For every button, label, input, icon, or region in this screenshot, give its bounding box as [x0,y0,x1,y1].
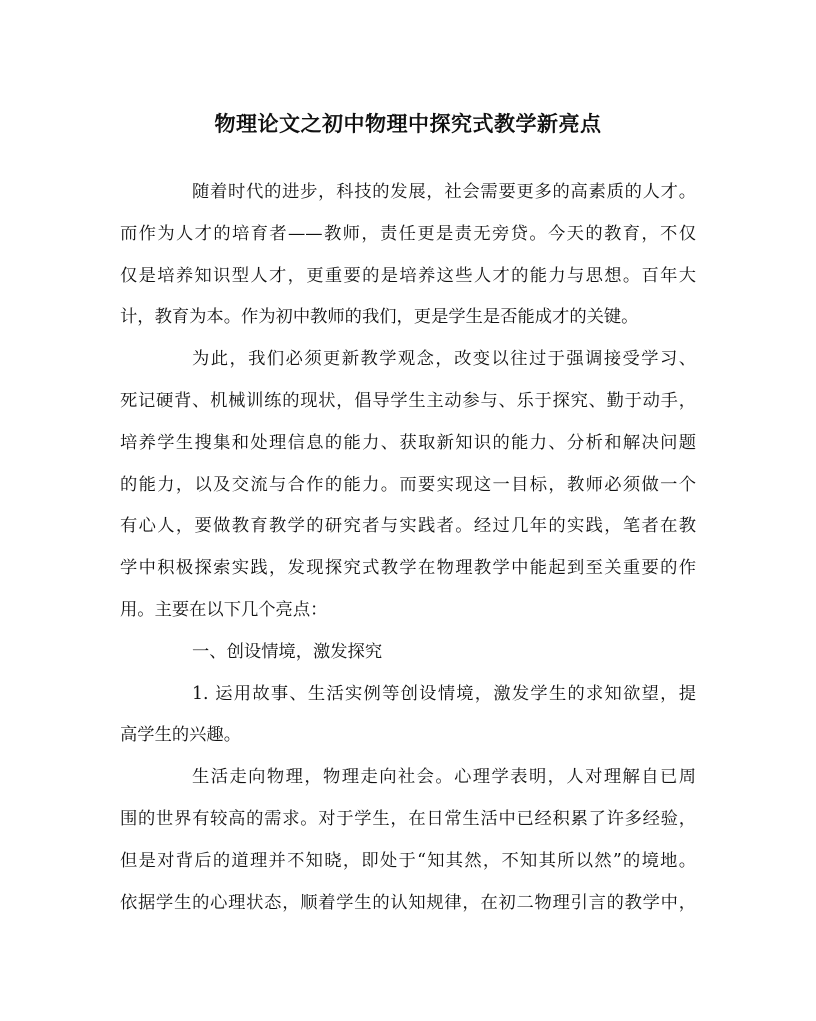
text-line: 围的世界有较高的需求。对于学生，在日常生活中已经积累了许多经验， [120,808,696,829]
text-line: 死记硬背、机械训练的现状，倡导学生主动参与、乐于探究、勤于动手， [120,390,696,411]
text-line: 有心人，要做教育教学的研究者与实践者。经过几年的实践，笔者在教 [120,516,696,537]
document-title: 物理论文之初中物理中探究式教学新亮点 [214,111,602,136]
section-heading: 一、创设情境，激发探究 [192,641,383,662]
text-line: 培养学生搜集和处理信息的能力、获取新知识的能力、分析和解决问题 [120,432,696,453]
text-line: 随着时代的进步，科技的发展，社会需要更多的高素质的人才。 [192,182,696,202]
text-line: 的能力，以及交流与合作的能力。而要实现这一目标，教师必须做一个 [120,474,696,495]
text-line: 但是对背后的道理并不知晓，即处于“知其然，不知其所以然”的境地。 [120,850,696,871]
text-line: 高学生的兴趣。 [120,725,241,746]
text-line: 依据学生的心理状态，顺着学生的认知规律，在初二物理引言的教学中， [120,892,696,913]
text-line: 仅是培养知识型人才，更重要的是培养这些人才的能力与思想。百年大 [120,265,696,286]
text-line: 生活走向物理，物理走向社会。心理学表明，人对理解自已周 [192,767,696,788]
text-line: 为此，我们必须更新教学观念，改变以往过于强调接受学习、 [192,349,696,370]
text-line: 用。主要在以下几个亮点： [120,599,328,620]
text-line: 学中积极探索实践，发现探究式教学在物理教学中能起到至关重要的作 [120,558,696,579]
text-line: 计，教育为本。作为初中教师的我们，更是学生是否能成才的关键。 [120,307,639,328]
text-line: 1. 运用故事、生活实例等创设情境，激发学生的求知欲望，提 [192,683,696,704]
document-body [120,172,696,924]
text-line: 而作为人才的培育者——教师，责任更是责无旁贷。今天的教育，不仅 [120,223,696,244]
